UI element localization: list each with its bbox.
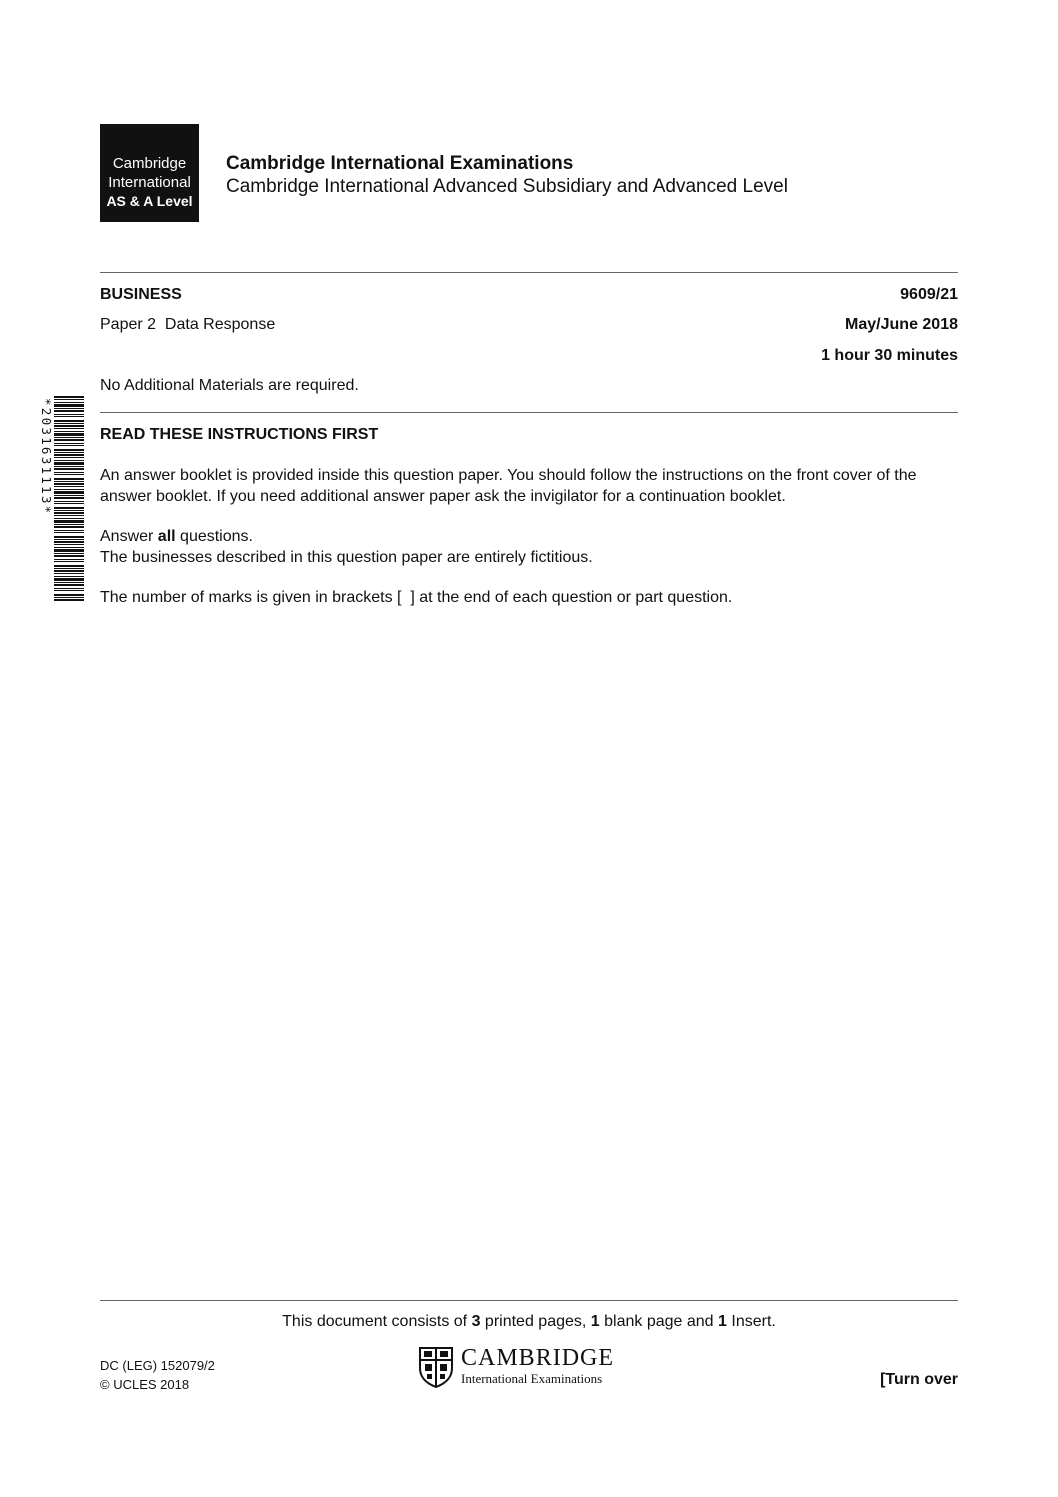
barcode-bar [54,428,84,429]
turn-over: [Turn over [880,1371,958,1388]
barcode-bar [54,449,84,451]
blank-label: blank page and [599,1313,719,1330]
barcode-bar [54,599,84,601]
barcode-bar [54,588,84,589]
instructions-heading: READ THESE INSTRUCTIONS FIRST [100,426,379,443]
barcode-bar [54,532,84,533]
barcode-bar [54,408,84,409]
barcode-bar [54,457,84,458]
barcode-bar [54,460,84,461]
barcode-bar [54,553,84,554]
barcode-bar [54,414,84,415]
barcode-bar [54,524,84,525]
subject-name: BUSINESS [100,286,182,303]
barcode-bar [54,582,84,583]
barcode-bar [54,443,84,444]
barcode-bar [54,410,84,412]
instructions-divider [100,412,958,413]
barcode-bar [54,468,84,470]
barcode-bar [54,416,84,417]
exam-duration: 1 hour 30 minutes [821,347,958,364]
barcode-bar [54,584,84,586]
barcode-bar [54,462,84,465]
answer-all-bold: all [157,528,176,545]
barcode-bar [54,510,84,511]
consists-prefix: This document consists of [282,1313,472,1330]
barcode-bar [54,536,84,538]
barcode-bar [54,559,84,560]
barcode-bar [54,594,84,596]
exam-session: May/June 2018 [845,316,958,333]
candidate-barcode [38,396,84,601]
logo-line-3: AS & A Level [106,193,193,209]
barcode-bar [54,549,84,552]
barcode-bar [54,590,84,591]
page-count-note [0,1313,1058,1331]
logo-line-2: International [108,174,191,191]
barcode-bar [54,518,84,519]
barcode-bar [54,530,84,531]
cambridge-wordmark: CAMBRIDGE [461,1345,615,1371]
barcode-bar [54,404,84,407]
barcode-bar [54,565,84,567]
cambridge-wordmark-subtitle: International Examinations [461,1371,603,1386]
cambridge-crest-icon [418,1346,454,1388]
barcode-bar [54,561,84,562]
barcode-bar [54,503,84,504]
cambridge-as-a-level-logo [100,124,199,222]
top-divider [100,272,958,273]
barcode-bar [54,445,84,446]
footer-divider [100,1300,958,1301]
answer-prefix: Answer [100,528,158,545]
barcode-bar [54,439,84,441]
barcode-bar [54,437,84,438]
syllabus-code: 9609/21 [900,286,958,303]
barcode-bar [54,399,84,400]
organisation-subtitle: Cambridge International Advanced Subsidiary and Advanced Level [226,176,788,197]
barcode-bar [54,497,84,499]
materials-note: No Additional Materials are required. [100,377,359,394]
barcode-bar [54,547,84,548]
answer-all-instruction [100,526,960,547]
barcode-bar [54,597,84,598]
barcode-bar [54,512,84,514]
barcode-bar [54,570,84,572]
barcode-bar [54,420,84,422]
barcode-bar [54,425,84,427]
organisation-title: Cambridge International Examinations [226,153,574,174]
barcode-bar [54,555,84,557]
barcode-bar [54,454,84,456]
barcode-bar [54,486,84,487]
printed-label: printed pages, [480,1313,591,1330]
barcode-bar [54,423,84,424]
barcode-bar [54,520,84,523]
barcode-bar [54,544,84,545]
barcode-bar [54,526,84,528]
barcode-bar [54,539,84,540]
barcode-bar [54,507,84,509]
barcode-bar [54,433,84,436]
barcode-bar [54,501,84,502]
barcode-bar [54,495,84,496]
barcode-bar [54,481,84,482]
answer-suffix: questions. [175,528,253,545]
barcode-digits: *2031631113* [39,398,54,516]
barcode-bar [54,466,84,467]
barcode-bar [54,578,84,581]
barcode-bar [54,541,84,543]
barcode-bar [54,489,84,490]
barcode-bar [54,402,84,403]
barcode-bar [54,491,84,494]
copyright: © UCLES 2018 [100,1377,190,1392]
insert-count: 1 [718,1313,727,1330]
barcode-bar [54,474,84,475]
barcode-bar [54,568,84,569]
printed-count: 3 [471,1313,481,1330]
barcode-bar [54,472,84,473]
fictitious-note: The businesses described in this question paper are entirely fictitious. [100,549,593,566]
barcode-bar [54,483,84,485]
barcode-bar [54,452,84,453]
dc-code: DC (LEG) 152079/2 [100,1358,215,1373]
barcode-bar [54,573,84,574]
barcode-bar [54,431,84,432]
blank-count: 1 [590,1313,600,1330]
barcode-bar [54,478,84,480]
paper-title: Paper 2 Data Response [100,316,276,333]
document-code-block [100,1356,215,1394]
answer-booklet-instruction: An answer booklet is provided inside this question paper. You should follow the instructions on the front cover of the answer booklet. If you need additional answer paper ask the invigilator for a continuation booklet. [100,467,917,505]
barcode-bar [54,576,84,577]
barcode-bar [54,515,84,516]
barcode-bar [54,396,84,398]
marks-note: The number of marks is given in brackets [ ] at the end of each question or part question. [100,589,733,606]
insert-label: Insert. [726,1313,776,1330]
logo-line-1: Cambridge [112,155,187,172]
